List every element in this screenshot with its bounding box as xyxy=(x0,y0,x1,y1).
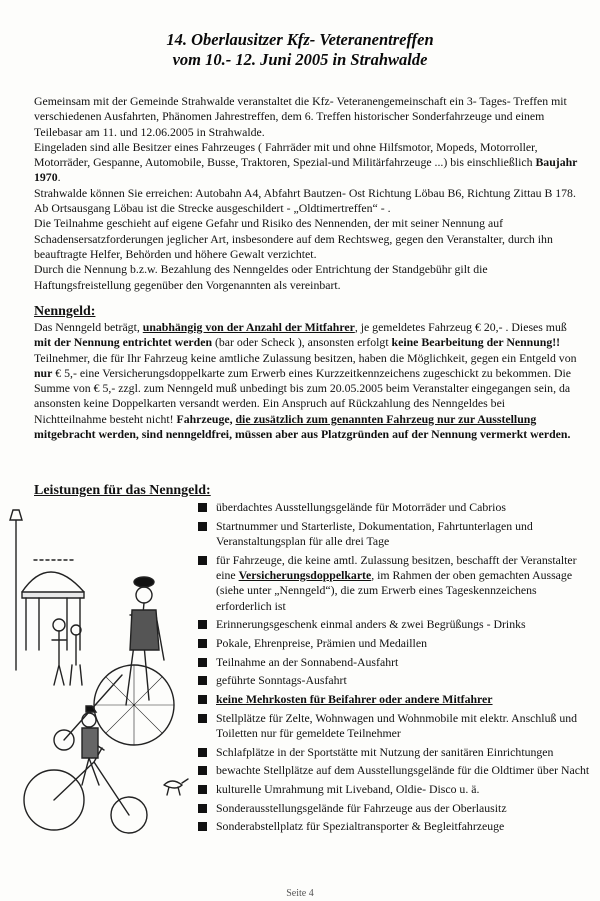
bullet-square-icon xyxy=(198,804,207,813)
intro-p2-bold: Baujahr 1970 xyxy=(34,155,578,185)
list-item-text: geführte Sonntags-Ausfahrt xyxy=(216,673,347,688)
list-item xyxy=(196,745,591,760)
list-item-text: Schlafplätze in der Sportstätte mit Nutzung der sanitären Einrichtungen xyxy=(216,744,554,759)
nenngeld-s6: € 5,- eine Versicherungsdoppelkarte zum Erwerb eines Kurzzeitkennzeichens zugeschickt zu bekommen. Die Summe von € 5,- zzgl. zum Nenngeld muß unbedingt bis zum 20.05.2005 beim Veranstalter eingegangen sein, da ansonsten keine Doppelkarten versandt werden. Ein Anspruch auf Rückzahlung des Nenngeldes bei Nichtteilnahme besteht nicht! xyxy=(34,365,572,426)
page-number: Seite 4 xyxy=(286,888,314,899)
list-item xyxy=(196,801,591,816)
leistungen-list xyxy=(196,500,591,838)
intro-paragraph-1: Gemeinsam mit der Gemeinde Strahwalde veranstaltet die Kfz- Veteranengemeinschaft ein 3- Tages- Treffen mit verschiedenen Ausfahrten, Phänomen Jahrestreffen, dem 6. Treffen historischer Sonderfahrzeuge und einem Teilebasar am 11. und 12.06.2005 in Strahwalde. xyxy=(34,94,567,139)
nenngeld-s1-emphasis: unabhängig von der Anzahl der Mitfahrer xyxy=(142,320,355,334)
nenngeld-heading: Nenngeld: xyxy=(34,304,96,319)
list-item-text: Sonderabstellplatz für Spezialtransporter & Begleitfahrzeuge xyxy=(216,819,505,834)
nenngeld-s7-emphasis: Fahrzeuge, xyxy=(176,411,236,426)
nenngeld-s4-emphasis: keine Bearbeitung der Nennung!! xyxy=(391,335,561,350)
nenngeld-s4: (bar oder Scheck ), ansonsten erfolgt xyxy=(212,335,392,350)
bullet-square-icon xyxy=(198,785,207,794)
list-item xyxy=(196,500,591,515)
vintage-cyclists-illustration xyxy=(4,500,204,850)
page-title xyxy=(0,30,600,70)
intro-p2-end: . xyxy=(57,170,61,185)
intro-paragraph-5: Durch die Nennung b.z.w. Bezahlung des Nenngeldes oder Entrichtung der Standgebühr gilt die Haftungsfreistellung gegenüber den Vorgenannten als vereinbart. xyxy=(34,262,488,292)
list-item-text-emphasis: Versicherungsdoppelkarte xyxy=(238,567,372,582)
intro-section xyxy=(34,94,580,293)
intro-p2-text: Eingeladen sind alle Besitzer eines Fahrzeuges ( Fahrräder mit und ohne Hilfsmotor, Mopeds, Motorroller, Motorräder, Gespanne, Automobile, Busse, Traktoren, Spezial-und Militärfahrzeuge ...) bis einschließlich xyxy=(34,139,538,170)
nenngeld-section xyxy=(34,303,580,442)
bullet-square-icon xyxy=(198,766,207,775)
nenngeld-s7-underlined: die zusätzlich zum genannten Fahrzeug nur zur Ausstellung xyxy=(235,411,537,426)
list-item-text: Erinnerungsgeschenk einmal anders & zwei Begrüßungs - Drinks xyxy=(216,617,526,632)
nenngeld-s8-emphasis: mitgebracht werden, sind nenngeldfrei, müssen aber aus Platzgründen auf der Nennung vermerkt werden. xyxy=(34,427,571,442)
list-item xyxy=(196,782,591,797)
bullet-square-icon xyxy=(198,503,207,512)
bullet-square-icon xyxy=(198,822,207,831)
bullet-square-icon xyxy=(198,639,207,648)
list-item xyxy=(196,673,591,688)
list-item xyxy=(196,636,591,651)
list-item-text: Pokale, Ehrenpreise, Prämien und Medaillen xyxy=(216,635,427,650)
list-item-text: Teilnahme an der Sonnabend-Ausfahrt xyxy=(216,654,399,669)
list-item-text-emphasis: keine Mehrkosten für Beifahrer oder andere Mitfahrer xyxy=(216,692,493,706)
list-item-text: Startnummer und Starterliste, Dokumentation, Fahrtunterlagen und Veranstaltungsplan für alle drei Tage xyxy=(216,518,533,548)
leistungen-heading: Leistungen für das Nenngeld: xyxy=(34,483,211,498)
list-item-text-pre: für Fahrzeuge, die keine amtl. Zulassung besitzen, beschafft der Veranstalter eine xyxy=(216,552,577,582)
bullet-square-icon xyxy=(198,714,207,723)
title-line-2: vom 10.- 12. Juni 2005 in Strahwalde xyxy=(172,50,428,69)
bullet-square-icon xyxy=(198,676,207,685)
list-item xyxy=(196,819,591,834)
list-item xyxy=(196,763,591,778)
list-item-text: Stellplätze für Zelte, Wohnwagen und Wohnmobile mit elektr. Anschluß und Toiletten nur für gemeldete Teilnehmer xyxy=(216,710,578,740)
bullet-square-icon xyxy=(198,748,207,757)
list-item-text: kulturelle Umrahmung mit Liveband, Oldie- Disco u. ä. xyxy=(216,782,480,797)
nenngeld-s2: , je gemeldetes Fahrzeug € 20,- . xyxy=(354,320,509,334)
bullet-square-icon xyxy=(198,620,207,629)
intro-paragraph-2 xyxy=(34,140,580,186)
bullet-square-icon xyxy=(198,556,207,565)
nenngeld-s5-emphasis: nur xyxy=(34,365,53,380)
bullet-square-icon xyxy=(198,658,207,667)
list-item-text: bewachte Stellplätze auf dem Ausstellungsgelände für die Oldtimer über Nacht xyxy=(216,763,590,778)
nenngeld-body xyxy=(34,320,580,442)
intro-paragraph-4: Die Teilnahme geschieht auf eigene Gefahr und Risiko des Nennenden, der mit seiner Nennung auf Schadensersatzforderungen jeglicher Art, insbesondere auf dem Rechtsweg, gegen den Veranstalter, durch ihn beauftragte Helfer, Behörden und höhere Gewalt verzichtet. xyxy=(34,216,553,261)
list-item xyxy=(196,519,591,550)
nenngeld-s3: Dieses muß xyxy=(511,320,567,334)
list-item-text-post: , im Rahmen der oben gemachten Aussage (siehe unter „Nenngeld“), die zum Erwerb eines Tageskennzeichens erforderlich ist xyxy=(216,567,573,613)
list-item xyxy=(196,655,591,670)
list-item-text: Sonderausstellungsgelände für Fahrzeuge aus der Oberlausitz xyxy=(216,800,507,815)
nenngeld-s3-emphasis: mit der Nennung entrichtet werden xyxy=(34,335,213,350)
bullet-square-icon xyxy=(198,695,207,704)
title-line-1: 14. Oberlausitzer Kfz- Veteranentreffen xyxy=(166,30,434,49)
bullet-square-icon xyxy=(198,522,207,531)
nenngeld-s1: Das Nenngeld beträgt, xyxy=(34,320,143,334)
list-item xyxy=(196,692,591,707)
list-item-text: überdachtes Ausstellungsgelände für Motorräder und Cabrios xyxy=(216,500,506,514)
list-item xyxy=(196,711,591,742)
list-item xyxy=(196,617,591,632)
list-item xyxy=(196,553,591,614)
intro-paragraph-3: Strahwalde können Sie erreichen: Autobahn A4, Abfahrt Bautzen- Ost Richtung Löbau B6, Richtung Zittau B 178. Ab Ortsausgang Löbau ist die Strecke ausgeschildert - „Oldtimertreffen“ - . xyxy=(34,185,576,216)
nenngeld-s5: Teilnehmer, die für Ihr Fahrzeug keine amtliche Zulassung besitzen, haben die Möglichkeit, gegen ein Entgeld von xyxy=(34,350,577,365)
